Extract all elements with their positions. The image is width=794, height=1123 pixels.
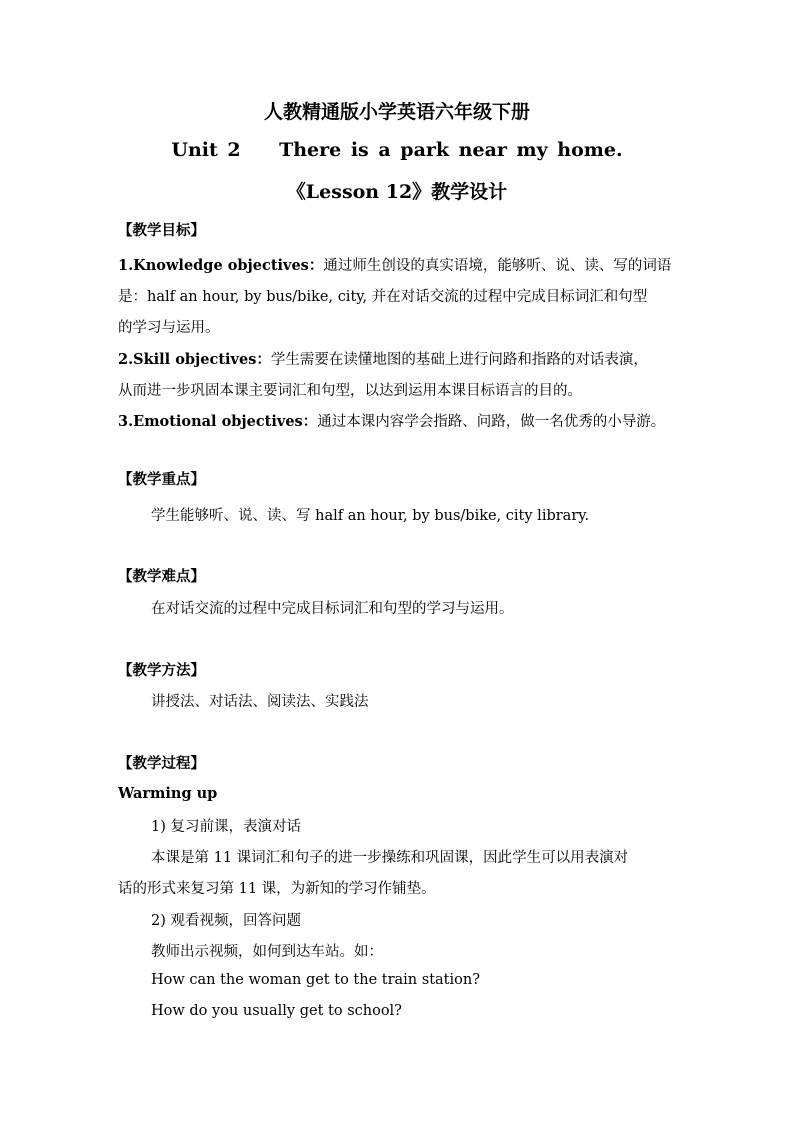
objective-3 <box>118 410 678 431</box>
unit-title: Unit 2 There is a park near my home. <box>171 139 623 161</box>
methods-text: 讲授法、对话法、阅读法、实践法 <box>151 694 369 710</box>
question-2: How do you usually get to school? <box>151 1003 402 1019</box>
objective-1-line3: 的学习与运用。 <box>118 320 220 336</box>
key-points-heading: 【教学重点】 <box>118 471 205 488</box>
warming-up-label: Warming up <box>118 785 218 802</box>
doc-title: 人教精通版小学英语六年级下册 <box>263 101 530 123</box>
step-1-text: 本课是第 11 课词汇和句子的进一步操练和巩固课，因此学生可以用表演对 <box>151 850 629 866</box>
difficulties-text: 在对话交流的过程中完成目标词汇和句型的学习与运用。 <box>151 601 514 617</box>
objective-2-line2: 从而进一步巩固本课主要词汇和句型，以达到运用本课目标语言的目的。 <box>118 383 582 399</box>
objectives-heading: 【教学目标】 <box>118 222 205 239</box>
process-heading: 【教学过程】 <box>118 755 205 772</box>
lesson-title: 《Lesson 12》教学设计 <box>286 181 508 203</box>
objective-1-text: 通过师生创设的真实语境，能够听、说、读、写的词语 <box>323 258 672 274</box>
objective-1-label: 1.Knowledge objectives： <box>118 257 324 274</box>
step-1-title: 1) 复习前课，表演对话 <box>151 819 301 835</box>
objective-2-text: 学生需要在读懂地图的基础上进行问路和指路的对话表演， <box>270 352 648 368</box>
question-1: How can the woman get to the train station? <box>151 972 480 988</box>
objective-1-line2: 是：half an hour, by bus/bike, city, 并在对话交流的过程中完成目标词汇和句型 <box>118 289 648 305</box>
step-2-text: 教师出示视频，如何到达车站。如： <box>151 944 383 960</box>
objective-3-label: 3.Emotional objectives： <box>118 413 318 430</box>
difficulties-heading: 【教学难点】 <box>118 568 205 585</box>
objective-1 <box>118 254 678 275</box>
objective-2 <box>118 348 678 369</box>
methods-heading: 【教学方法】 <box>118 662 205 679</box>
step-2-title: 2) 观看视频，回答问题 <box>151 913 301 929</box>
key-points-text: 学生能够听、说、读、写 half an hour, by bus/bike, city library. <box>151 508 590 524</box>
objective-2-label: 2.Skill objectives： <box>118 351 271 368</box>
step-1-line2: 话的形式来复习第 11 课，为新知的学习作铺垫。 <box>118 881 436 897</box>
objective-3-text: 通过本课内容学会指路、问路，做一名优秀的小导游。 <box>317 414 666 430</box>
